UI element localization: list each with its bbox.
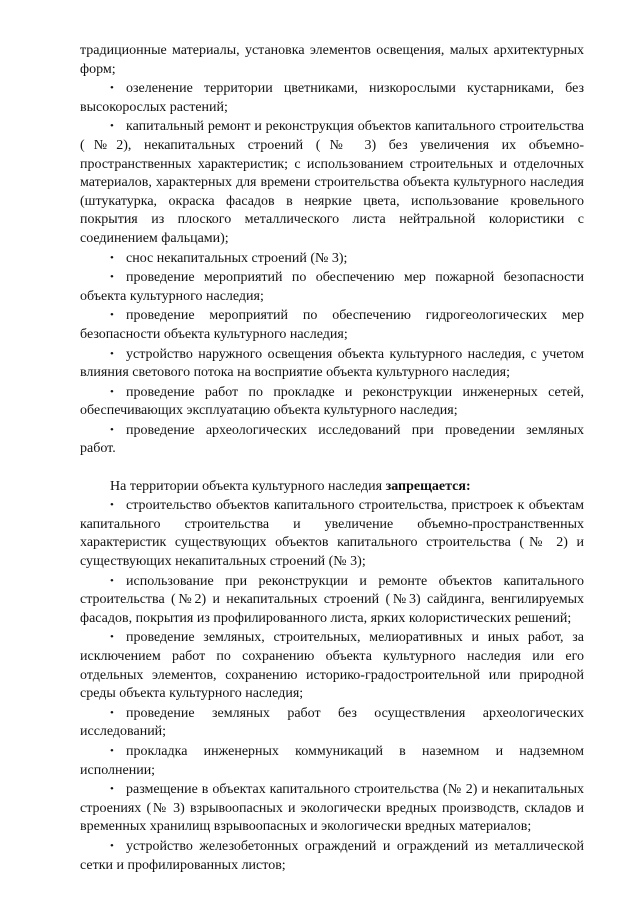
list-item [80, 117, 584, 248]
list-item [80, 306, 584, 344]
list-item [80, 249, 584, 269]
prohibited-intro-text: На территории объекта культурного наследия [110, 478, 386, 494]
bullet-icon: • [110, 631, 114, 644]
prohibited-intro [80, 478, 584, 497]
prohibited-list [80, 496, 584, 875]
continuation-paragraph: традиционные материалы, установка элементов освещения, малых архитектурных форм; [80, 43, 584, 77]
bullet-icon: • [110, 309, 114, 322]
list-item-text: проведение земляных работ без осуществления археологических исследований; [80, 705, 584, 740]
list-item [80, 628, 584, 703]
list-item-text: снос некапитальных строений (№ 3); [126, 250, 348, 266]
bullet-icon: • [110, 385, 114, 398]
bullet-icon: • [110, 783, 114, 796]
bullet-icon: • [110, 574, 114, 587]
bullet-icon: • [110, 706, 114, 719]
bullet-icon: • [110, 120, 114, 133]
list-item [80, 79, 584, 117]
list-item [80, 421, 584, 459]
list-item-text: озеленение территории цветниками, низкорослыми кустарниками, без высокорослых растений; [80, 81, 584, 115]
bullet-icon: • [110, 347, 114, 360]
allowed-list [80, 79, 584, 459]
list-item-text: проведение мероприятий по обеспечению мер пожарной безопасности объекта культурного наследия; [80, 270, 584, 304]
bullet-icon: • [110, 423, 114, 436]
list-item-text: устройство наружного освещения объекта культурного наследия, с учетом влияния светового потока на восприятие объекта культурного наследия; [80, 346, 584, 381]
bullet-icon: • [110, 499, 114, 512]
bullet-icon: • [110, 271, 114, 284]
list-item-text: капитальный ремонт и реконструкция объектов капитального строительства (№2), некапитальных строений (№ 3) без увеличения их объемно-пространственных характеристик; с использованием строительных и отделочных материалов, характерных для времени строительства объекта культурного наследия (штукатурка, окраска фасадов в неяркие цвета, использование кровельного покрытия из плоского металлического листа нейтральной колористики с соединением фальцами); [80, 119, 584, 246]
list-item-text: проведение археологических исследований при проведении земляных работ. [80, 422, 584, 457]
list-item [80, 496, 584, 571]
bullet-icon: • [110, 251, 114, 264]
list-item [80, 837, 584, 875]
bullet-icon: • [110, 82, 114, 95]
list-item [80, 345, 584, 383]
list-item-text: размещение в объектах капитального строительства (№ 2) и некапитальных строениях (№ 3) взрывоопасных и экологически вредных производств, складов и временных хранилищ взрывоопасных и экологически вредных материалов; [80, 782, 584, 835]
list-item-text: прокладка инженерных коммуникаций в наземном и надземном исполнении; [80, 743, 584, 778]
list-item-text: устройство железобетонных ограждений и ограждений из металлической сетки и профилированных листов; [80, 838, 584, 873]
list-item-text: проведение работ по прокладке и реконструкции инженерных сетей, обеспечивающих эксплуатацию объекта культурного наследия; [80, 384, 584, 419]
list-item [80, 742, 584, 780]
list-item [80, 383, 584, 421]
list-item-text: строительство объектов капитального строительства, пристроек к объектам капитального строительства и увеличение объемно-пространственных характеристик существующих объектов капитального строительства (№ 2) и существующих некапитальных строений (№ 3); [80, 498, 584, 570]
list-item-text: проведение мероприятий по обеспечению гидрогеологических мер безопасности объекта культурного наследия; [80, 308, 584, 342]
list-item-text: проведение земляных, строительных, мелиоративных и иных работ, за исключением работ по сохранению объекта культурного наследия или его отдельных элементов, сохранению историко-градостроительной или природной среды объекта культурного наследия; [80, 630, 584, 702]
list-item [80, 268, 584, 306]
bullet-icon: • [110, 839, 114, 852]
list-item [80, 572, 584, 629]
prohibited-intro-bold: запрещается: [385, 478, 471, 494]
list-item [80, 780, 584, 837]
bullet-icon: • [110, 744, 114, 757]
list-item-text: использование при реконструкции и ремонте объектов капитального строительства (№2) и некапитальных строений (№3) сайдинга, венгилируемых фасадов, покрытия из профилированного листа, ярких колористических решений; [80, 573, 584, 626]
list-item [80, 704, 584, 742]
document-text [80, 42, 584, 875]
